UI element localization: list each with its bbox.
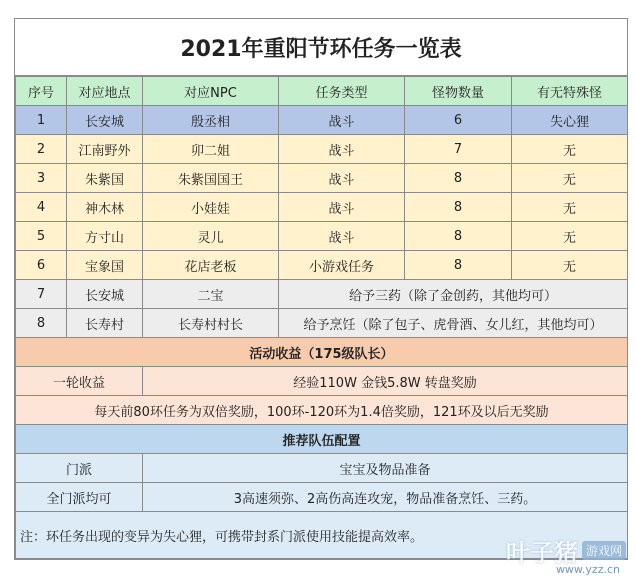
cell-place: 方寸山 (67, 222, 143, 251)
team-row-label: 全门派均可 (16, 483, 143, 512)
watermark-url: www.yzz.cn (555, 563, 620, 576)
cell-place: 长寿村 (67, 309, 143, 338)
team-section-row (16, 425, 628, 454)
header-cell: 序号 (16, 77, 67, 106)
cell-type: 小游戏任务 (279, 251, 405, 280)
team-row (16, 483, 628, 512)
table-row (16, 164, 628, 193)
cell-special: 无 (512, 164, 628, 193)
cell-npc: 朱紫国国王 (143, 164, 279, 193)
team-col-school: 门派 (16, 454, 143, 483)
cell-npc: 卯二姐 (143, 135, 279, 164)
task-table-sheet (14, 18, 628, 560)
reward-section-row (16, 338, 628, 367)
cell-type: 战斗 (279, 135, 405, 164)
table-row (16, 106, 628, 135)
cell-npc: 灵儿 (143, 222, 279, 251)
header-cell: 对应NPC (143, 77, 279, 106)
team-row-value: 3高速须弥、2高伤高连攻宠，物品准备烹饪、三药。 (143, 483, 628, 512)
cell-special: 失心狸 (512, 106, 628, 135)
header-cell: 有无特殊怪 (512, 77, 628, 106)
cell-place: 朱紫国 (67, 164, 143, 193)
cell-npc: 小娃娃 (143, 193, 279, 222)
footnote: 注：环任务出现的变异为失心狸，可携带封系门派使用技能提高效率。 (16, 512, 628, 559)
cell-count: 8 (405, 251, 512, 280)
cell-type: 战斗 (279, 193, 405, 222)
cell-npc: 花店老板 (143, 251, 279, 280)
table-row-give (16, 280, 628, 309)
reward-section-title: 活动收益（175级队长） (16, 338, 628, 367)
cell-no: 4 (16, 193, 67, 222)
cell-no: 3 (16, 164, 67, 193)
header-cell: 对应地点 (67, 77, 143, 106)
table-row (16, 251, 628, 280)
cell-place: 长安城 (67, 280, 143, 309)
table-row (16, 193, 628, 222)
cell-give-desc: 给予烹饪（除了包子、虎骨酒、女儿红，其他均可） (279, 309, 628, 338)
team-header-row (16, 454, 628, 483)
cell-count: 8 (405, 222, 512, 251)
task-table (15, 76, 628, 559)
cell-no: 8 (16, 309, 67, 338)
reward-label: 一轮收益 (16, 367, 143, 396)
cell-type: 战斗 (279, 164, 405, 193)
cell-no: 1 (16, 106, 67, 135)
cell-npc: 二宝 (143, 280, 279, 309)
watermark-main: 叶子猪 (505, 539, 578, 567)
watermark-sub: 游戏网 (582, 541, 626, 560)
cell-type: 战斗 (279, 106, 405, 135)
cell-count: 7 (405, 135, 512, 164)
cell-special: 无 (512, 193, 628, 222)
cell-place: 长安城 (67, 106, 143, 135)
table-row-give (16, 309, 628, 338)
team-section-title: 推荐队伍配置 (16, 425, 628, 454)
cell-count: 8 (405, 193, 512, 222)
reward-row (16, 367, 628, 396)
cell-no: 7 (16, 280, 67, 309)
cell-give-desc: 给予三药（除了金创药，其他均可） (279, 280, 628, 309)
table-row (16, 135, 628, 164)
cell-special: 无 (512, 251, 628, 280)
table-row (16, 222, 628, 251)
table-title: 2021年重阳节环任务一览表 (15, 19, 627, 76)
cell-no: 2 (16, 135, 67, 164)
cell-special: 无 (512, 222, 628, 251)
reward-note: 每天前80环任务为双倍奖励，100环-120环为1.4倍奖励，121环及以后无奖励 (16, 396, 628, 425)
team-col-prep: 宝宝及物品准备 (143, 454, 628, 483)
header-row (16, 77, 628, 106)
cell-count: 6 (405, 106, 512, 135)
cell-no: 6 (16, 251, 67, 280)
cell-type: 战斗 (279, 222, 405, 251)
reward-note-row (16, 396, 628, 425)
cell-special: 无 (512, 135, 628, 164)
cell-npc: 长寿村村长 (143, 309, 279, 338)
cell-count: 8 (405, 164, 512, 193)
cell-place: 江南野外 (67, 135, 143, 164)
cell-place: 神木林 (67, 193, 143, 222)
cell-npc: 殷丞相 (143, 106, 279, 135)
reward-value: 经验110W 金钱5.8W 转盘奖励 (143, 367, 628, 396)
header-cell: 任务类型 (279, 77, 405, 106)
cell-no: 5 (16, 222, 67, 251)
header-cell: 怪物数量 (405, 77, 512, 106)
cell-place: 宝象国 (67, 251, 143, 280)
